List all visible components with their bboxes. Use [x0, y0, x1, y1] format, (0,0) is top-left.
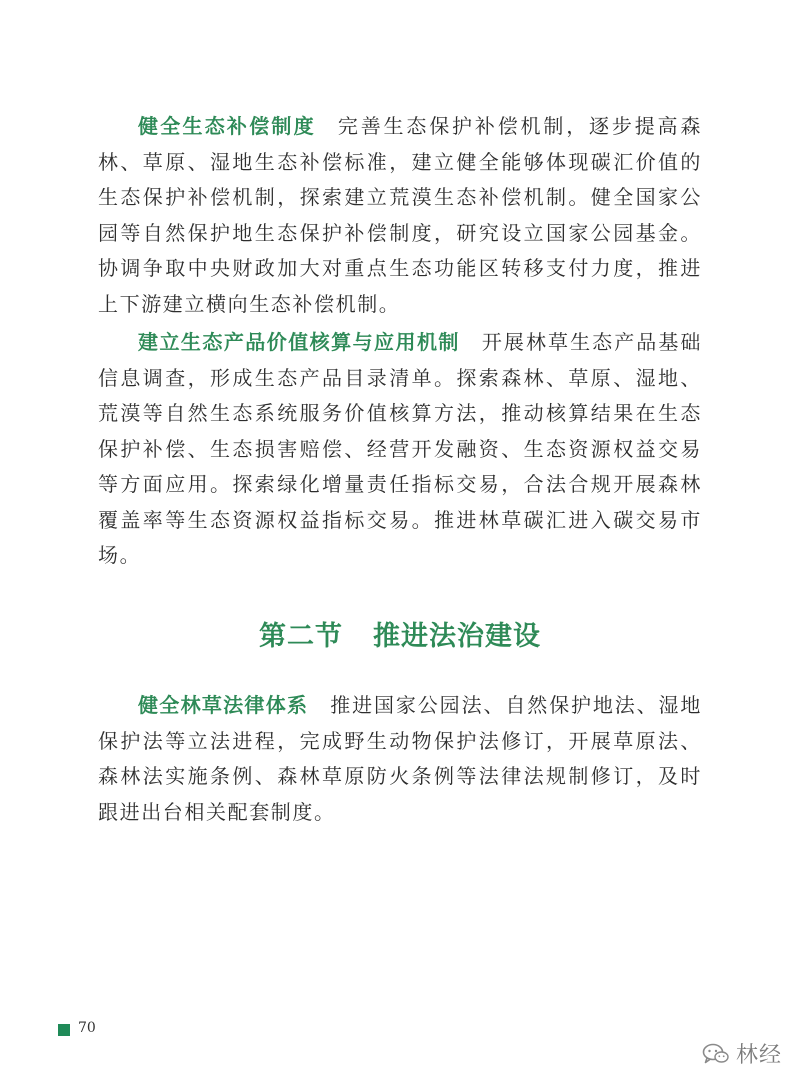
paragraph-legal-system: [98, 688, 702, 830]
watermark: [702, 1038, 782, 1069]
watermark-text: 林经: [735, 1043, 782, 1068]
page-number: 70: [78, 1020, 96, 1036]
paragraph-lead-heading: 健全林草法律体系: [138, 693, 309, 717]
paragraph-eco-product-valuation: [98, 325, 702, 574]
paragraph-lead-heading: 健全生态补偿制度: [138, 114, 316, 138]
page-marker-square: [58, 1024, 70, 1036]
section-heading: [0, 614, 800, 653]
section-number: 第二节: [259, 621, 343, 652]
paragraph-lead-heading: 建立生态产品价值核算与应用机制: [138, 330, 460, 354]
paragraph-eco-compensation: [98, 109, 702, 322]
paragraph-body: 推进国家公园法、自然保护地法、湿地保护法等立法进程，完成野生动物保护法修订，开展草原法、森林法实施条例、森林草原防火条例等法律法规制修订，及时跟进出台相关配套制度。: [98, 693, 702, 824]
paragraph-body: 完善生态保护补偿机制，逐步提高森林、草原、湿地生态补偿标准，建立健全能够体现碳汇价值的生态保护补偿机制，探索建立荒漠生态补偿机制。健全国家公园等自然保护地生态保护补偿制度，研究设立国家公园基金。协调争取中央财政加大对重点生态功能区转移支付力度，推进上下游建立横向生态补偿机制。: [98, 114, 702, 316]
section-title: 推进法治建设: [373, 621, 541, 652]
paragraph-body: 开展林草生态产品基础信息调查，形成生态产品目录清单。探索森林、草原、湿地、荒漠等自然生态系统服务价值核算方法，推动核算结果在生态保护补偿、生态损害赔偿、经营开发融资、生态资源权益交易等方面应用。探索绿化增量责任指标交易，合法合规开展森林覆盖率等生态资源权益指标交易。推进林草碳汇进入碳交易市场。: [98, 330, 702, 567]
wechat-icon: [702, 1042, 730, 1066]
